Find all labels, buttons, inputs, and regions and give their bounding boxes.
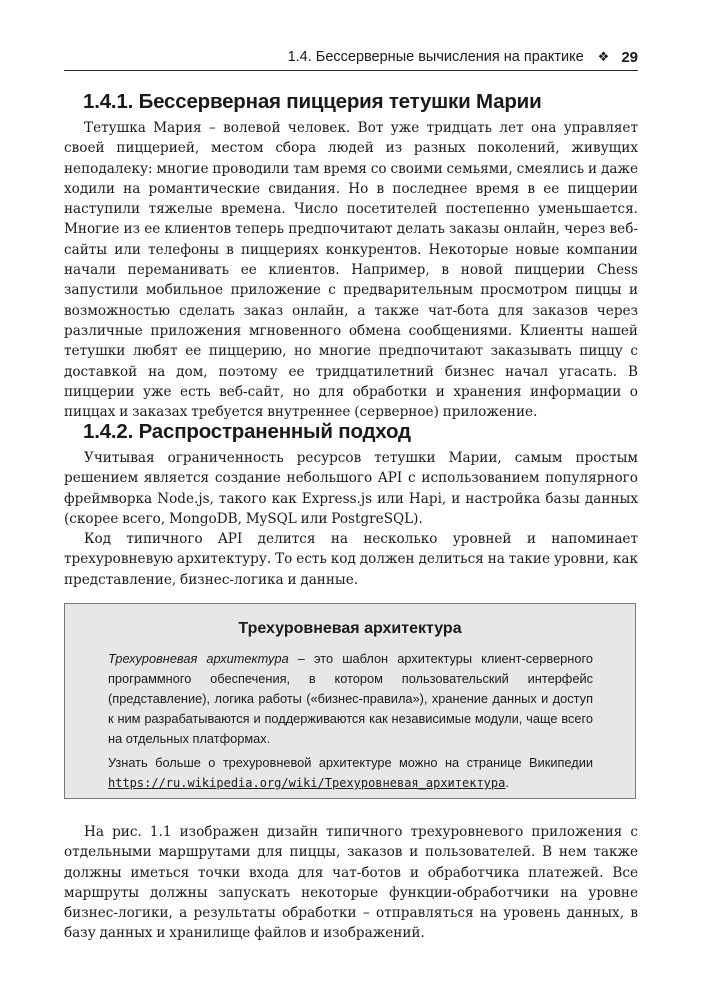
section-heading-1-4-1: 1.4.1. Бессерверная пиццерия тетушки Марии <box>83 90 542 113</box>
section1-paragraph: Тетушка Мария – волевой человек. Вот уже тридцать лет она управляет своей пиццерией, местом сбора людей из разных поколений, живущих неподалеку: многие проводили там время со своими семьями, смеялись и даже ходили на романтические свидания. Но в последнее время в ее пиццерии наступили тяжелые времена. Число посетителей постепенно уменьшается. Многие из ее клиентов теперь предпочитают делать заказы онлайн, через веб-сайты или телефоны в пиццериях конкурентов. Некоторые новые компании начали переманивать ее клиентов. Например, в новой пиццерии Chess запустили мобильное приложение с предварительным просмотром пиццы и возможностью сделать заказ онлайн, а также чат-бота для заказов через различные приложения мгновенного обмена сообщениями. Клиенты нашей тетушки любят ее пиццерию, но многие предпочитают заказывать пиццу с доставкой на дом, поэтому ее тридцатилетний бизнес начал угасать. В пиццерии уже есть веб-сайт, но для обработки и хранения информации о пиццах и заказах требуется внутреннее (серверное) приложение. <box>64 120 638 421</box>
sidebar-more-text: Узнать больше о трехуровневой архитектуре можно на странице Википедии <box>108 755 593 770</box>
section-heading-1-4-2: 1.4.2. Распространенный подход <box>83 420 411 443</box>
sidebar-title: Трехуровневая архитектура <box>238 620 462 637</box>
sidebar-term: Трехуровневая архитектура <box>108 651 289 666</box>
running-header <box>64 44 638 71</box>
sidebar-body <box>108 649 593 793</box>
wikipedia-link[interactable]: https://ru.wikipedia.org/wiki/Трехуровневая_архитектура <box>108 776 506 790</box>
header-section-title: 1.4. Бессерверные вычисления на практике <box>287 49 584 65</box>
section2-paragraph-1: Учитывая ограниченность ресурсов тетушки Марии, самым простым решением является создание небольшого API с использованием популярного фреймворка Node.js, такого как Express.js или Hapi, и настройка базы данных (скорее всего, MongoDB, MySQL или PostgreSQL). <box>64 450 638 527</box>
sidebar-definition-text: – это шаблон архитектуры клиент-серверного программного обеспечения, в котором пользовательский интерфейс (представление), логика работы («бизнес-правила»), хранение данных и доступ к ним разрабатываются и поддерживаются как независимые модули, чаще всего на отдельных платформах. <box>108 651 593 746</box>
sidebar-link-end: . <box>505 775 509 790</box>
sidebar-more <box>108 753 593 793</box>
section2-paragraph-2: Код типичного API делится на несколько уровней и напоминает трехуровневую архитектуру. То есть код должен делиться на такие уровни, как представление, бизнес-логика и данные. <box>64 531 638 588</box>
sidebar-definition <box>108 649 593 749</box>
ornament-icon: ❖ <box>597 49 610 64</box>
sidebar-box <box>64 603 636 799</box>
page-number: 29 <box>621 48 638 66</box>
closing-paragraph: На рис. 1.1 изображен дизайн типичного трехуровневого приложения с отдельными маршрутами для пиццы, заказов и пользователей. В нем также должны иметься точки входа для чат-ботов и обработчика платежей. Все маршруты должны запускать некоторые функции-обработчики на уровне бизнес-логики, а результаты обработки – отправляться на уровень данных, в базу данных и хранилище файлов и изображений. <box>64 824 638 942</box>
